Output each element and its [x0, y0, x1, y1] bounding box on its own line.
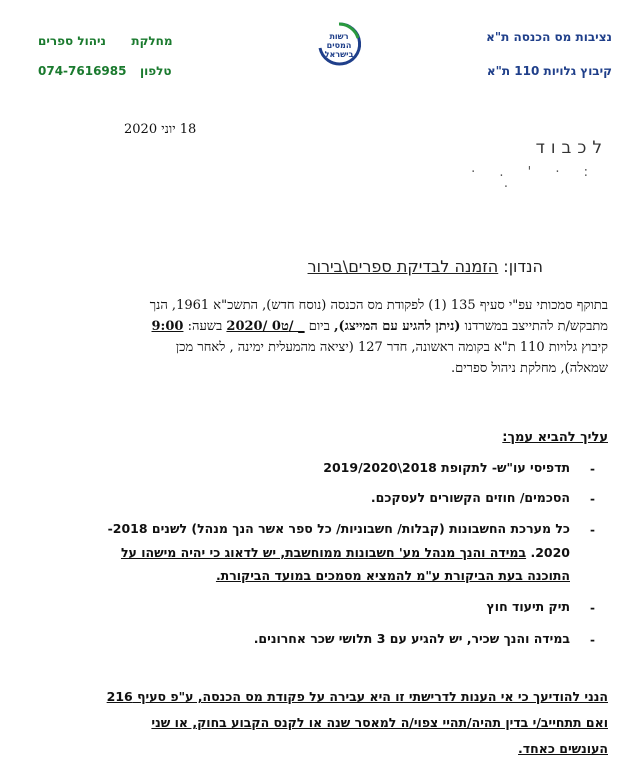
phone-value: 074-7616985: [38, 64, 127, 78]
bring-item-5: במידה והנך שכיר, יש להגיע עם 3 תלושי שכר אחרונים.: [253, 631, 570, 646]
warning-line-3: העונשים כאחד.: [518, 741, 608, 756]
subject-prefix: הנדון:: [503, 257, 543, 276]
office-name: נציבות מס הכנסה ת"א: [486, 30, 612, 44]
subject-title: הזמנה לבדיקת ספרים\בירור: [307, 257, 499, 276]
logo-line-1: רשות: [329, 32, 349, 41]
meeting-date: 2020/ 0ט/ _: [226, 319, 305, 334]
subject-line: [308, 257, 543, 276]
bring-item-4: תיק תיעוד חוץ: [486, 599, 570, 614]
redacted-recipient-2: ·: [503, 180, 518, 195]
bring-item-3: כל מערכת החשבונות (קבלות/ חשבוניות/ כל ספר אשר הנך מנהל) לשנים 2018-: [107, 521, 570, 536]
bring-title: עליך להביא עמך:: [502, 430, 608, 445]
office-address: קיבוץ גלויות 110 ת"א: [486, 64, 612, 78]
body-line-1: בתוקף סמכותי עפ"י סעיף 135 (1) לפקודת מס הכנסה (נוסח חדש), התשכ"א 1961, הנך: [149, 298, 608, 313]
logo-line-3: בישראל: [324, 50, 354, 59]
department-value: ניהול ספרים: [38, 34, 106, 48]
tax-authority-logo: [312, 18, 366, 72]
department-label: מחלקת: [131, 34, 173, 48]
phone-label: טלפון: [140, 64, 172, 78]
logo-line-2: המסים: [326, 41, 352, 50]
department-row: [38, 30, 173, 49]
bring-item-3-line-3: התוכנה בעת הביקורת ע"מ להמציא מסמכים במועד הביקורת.: [215, 568, 570, 583]
letter-date: 18 יוני 2020: [124, 122, 197, 137]
body-line-4: שמאלה), מחלקת ניהול ספרים.: [450, 361, 608, 376]
body-line-3: קיבוץ גלויות 110 ת"א בקומה ראשונה, חדר 127 (יציאה מהמעלית ימינה , לאחר מכן: [175, 340, 608, 355]
warning-line-2: ואם תתחייב/י בדין תהיה/תהיי צפוי/ה למאסר שנה או לקנס הקבוע בחוק, או שני: [151, 715, 608, 730]
bring-item-3-line-2: 2020. במידה והנך מנהל מע' חשבונות ממוחשבת, יש לדאוג כי יהיה מישהו על: [120, 545, 570, 560]
salutation: לכבוד: [535, 138, 608, 158]
warning-line-1: הנני להודיעך כי אי הענות לדרישתי זו היא עבירה על פקודת מס הכנסה, ע"פ סעיף 216: [106, 689, 608, 704]
body-line-2: מתבקש/ת להתייצב במשרדנו (ניתן להגיע עם המייצג), ביום 2020/ 0ט/ _ בשעה: 9:00: [151, 319, 608, 334]
redacted-recipient: : · ' . ·: [471, 165, 598, 180]
meeting-time: 9:00: [151, 319, 184, 334]
bring-item-2: הסכמים/ חוזים הקשורים לעסקכם.: [370, 490, 570, 505]
bring-item-1: תדפיסי עו"ש- לתקופת 2018\2019/2020: [323, 460, 570, 475]
